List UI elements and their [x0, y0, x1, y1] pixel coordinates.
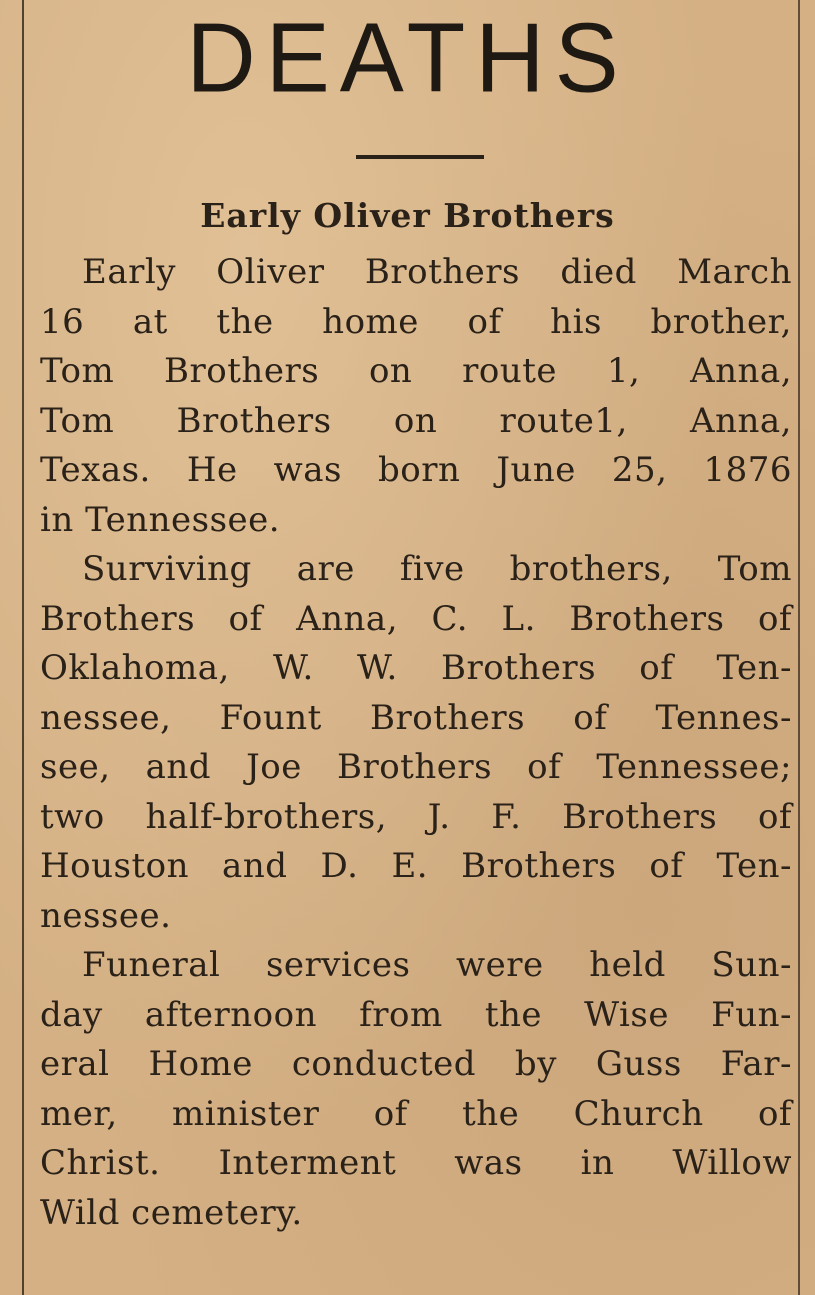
body-line: Brothers of Anna, C. L. Brothers of	[40, 598, 792, 639]
body-line: see, and Joe Brothers of Tennessee;	[40, 747, 792, 787]
column-rule-right	[798, 0, 800, 1295]
title-divider	[356, 155, 484, 159]
body-line: 16 at the home of his brother,	[40, 301, 792, 342]
body-line: Texas. He was born June 25, 1876	[40, 450, 792, 490]
body-line: Early Oliver Brothers died March	[82, 252, 792, 292]
body-line: two half-brothers, J. F. Brothers of	[40, 796, 792, 837]
body-line: Surviving are five brothers, Tom	[82, 549, 792, 589]
body-line: Christ. Interment was in Willow	[40, 1143, 792, 1183]
column-rule-left	[22, 0, 24, 1295]
body-line: nessee.	[40, 895, 172, 936]
body-line: Houston and D. E. Brothers of Ten-	[40, 846, 792, 886]
body-line: Tom Brothers on route 1, Anna,	[40, 351, 792, 391]
body-line: Wild cemetery.	[40, 1192, 303, 1233]
body-line: in Tennessee.	[40, 499, 281, 540]
body-line: Funeral services were held Sun-	[82, 945, 792, 985]
body-line: Tom Brothers on route1, Anna,	[40, 400, 792, 441]
obituary-body	[40, 248, 792, 1238]
section-title: DEATHS	[186, 3, 629, 114]
body-line: day afternoon from the Wise Fun-	[40, 994, 792, 1035]
body-line: mer, minister of the Church of	[40, 1093, 792, 1134]
body-line: eral Home conducted by Guss Far-	[40, 1044, 792, 1084]
obituary-headline: Early Oliver Brothers	[200, 196, 615, 235]
body-line: Oklahoma, W. W. Brothers of Ten-	[40, 648, 792, 688]
body-line: nessee, Fount Brothers of Tennes-	[40, 697, 792, 738]
